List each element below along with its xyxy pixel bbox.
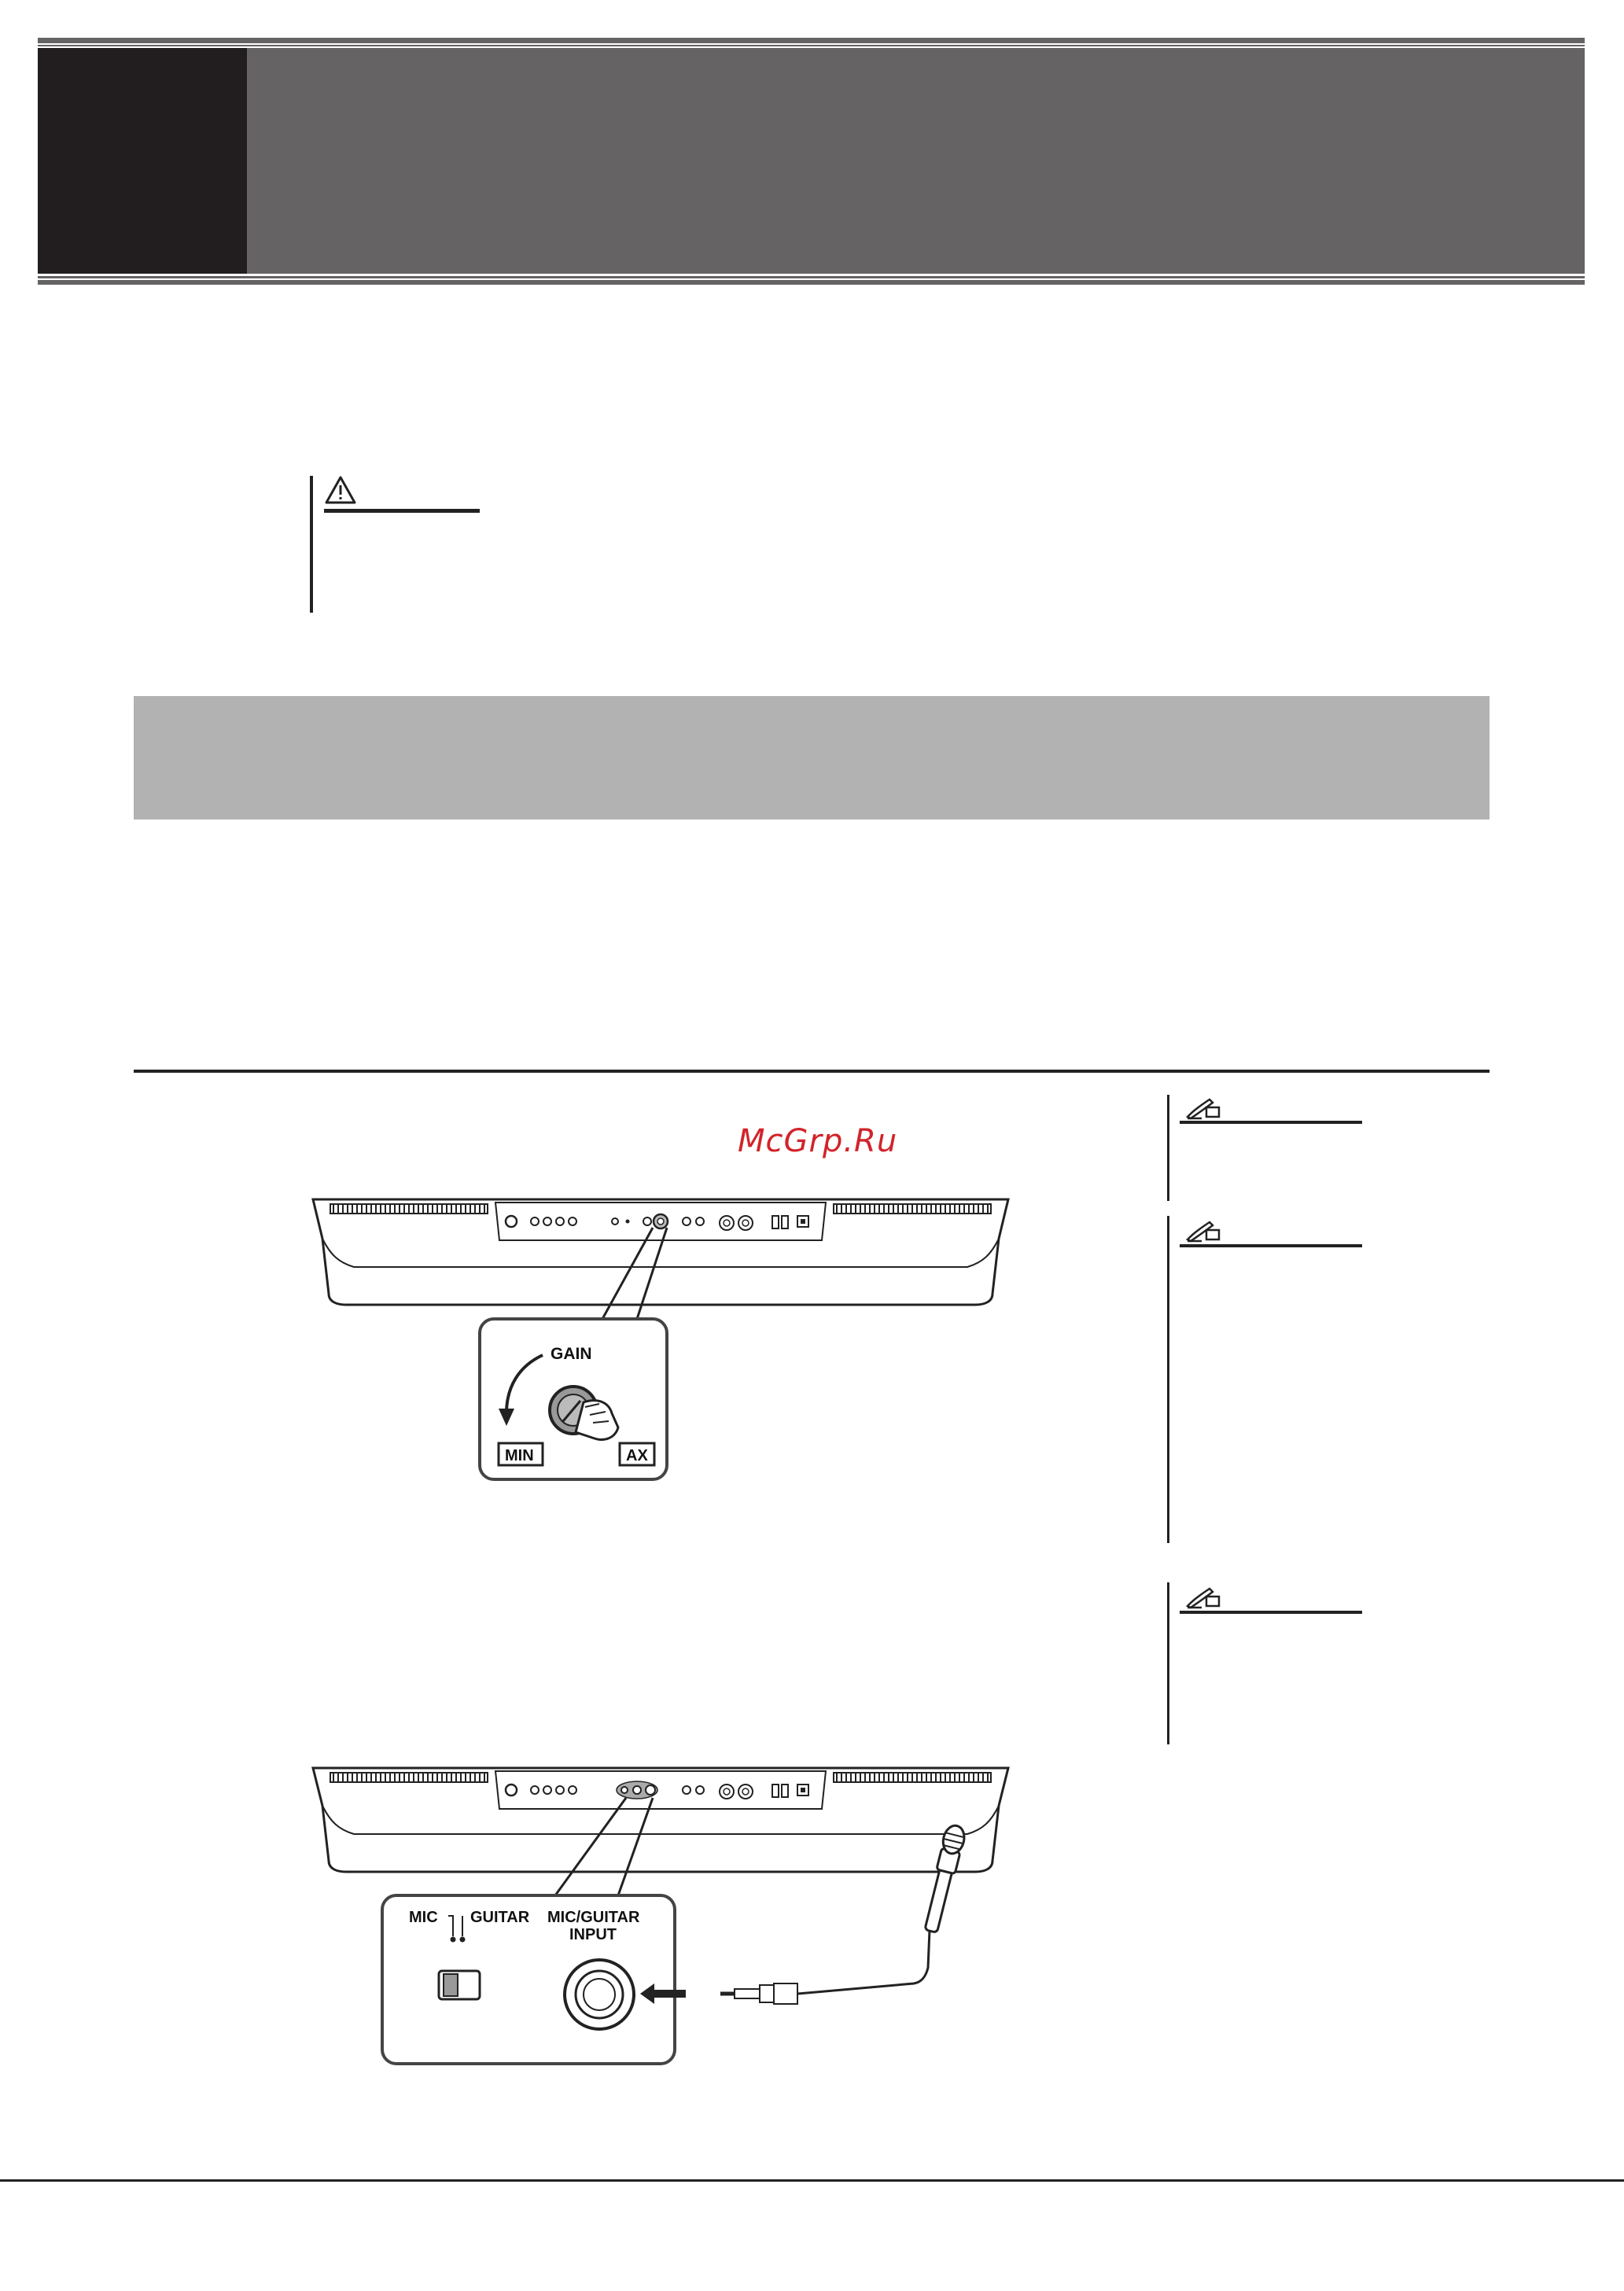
header-thin-rule	[38, 45, 1585, 46]
max-label: AX	[626, 1447, 648, 1464]
section-heading-band	[134, 696, 1490, 820]
instrument-rear-panel	[313, 1768, 1008, 1872]
warning-triangle-icon	[324, 475, 357, 505]
mic-input-figure	[307, 1762, 1015, 2072]
note-heading-rule	[1180, 1244, 1362, 1247]
gain-label: GAIN	[551, 1345, 592, 1363]
phone-plug-icon	[720, 1983, 797, 2004]
note-side-bar	[1167, 1582, 1169, 1744]
header-thin-rule-bottom	[38, 276, 1585, 278]
note-pencil-icon	[1186, 1096, 1222, 1120]
min-label: MIN	[505, 1447, 534, 1464]
gain-knob-figure	[307, 1192, 1015, 1490]
switch-guitar-label: GUITAR	[470, 1909, 530, 1926]
step-divider-rule	[134, 1070, 1490, 1073]
footer-rule	[0, 2179, 1624, 2182]
instrument-rear-panel	[313, 1199, 1008, 1305]
note-heading-rule	[1180, 1611, 1362, 1614]
header-top-rule	[38, 38, 1585, 43]
caution-side-bar	[310, 476, 313, 613]
jack-label-line2: INPUT	[569, 1926, 617, 1943]
note-side-bar	[1167, 1095, 1169, 1201]
jack-label-line1: MIC/GUITAR	[547, 1909, 640, 1926]
note-side-bar	[1167, 1216, 1169, 1543]
caution-heading-rule	[324, 509, 480, 513]
switch-mic-label: MIC	[409, 1909, 438, 1926]
note-heading-rule	[1180, 1121, 1362, 1124]
note-pencil-icon	[1186, 1586, 1222, 1609]
chapter-header-band	[38, 48, 1585, 274]
note-pencil-icon	[1186, 1219, 1222, 1243]
header-bottom-rule	[38, 280, 1585, 285]
chapter-number-tab	[38, 48, 247, 274]
watermark: McGrp.Ru	[738, 1123, 898, 1159]
